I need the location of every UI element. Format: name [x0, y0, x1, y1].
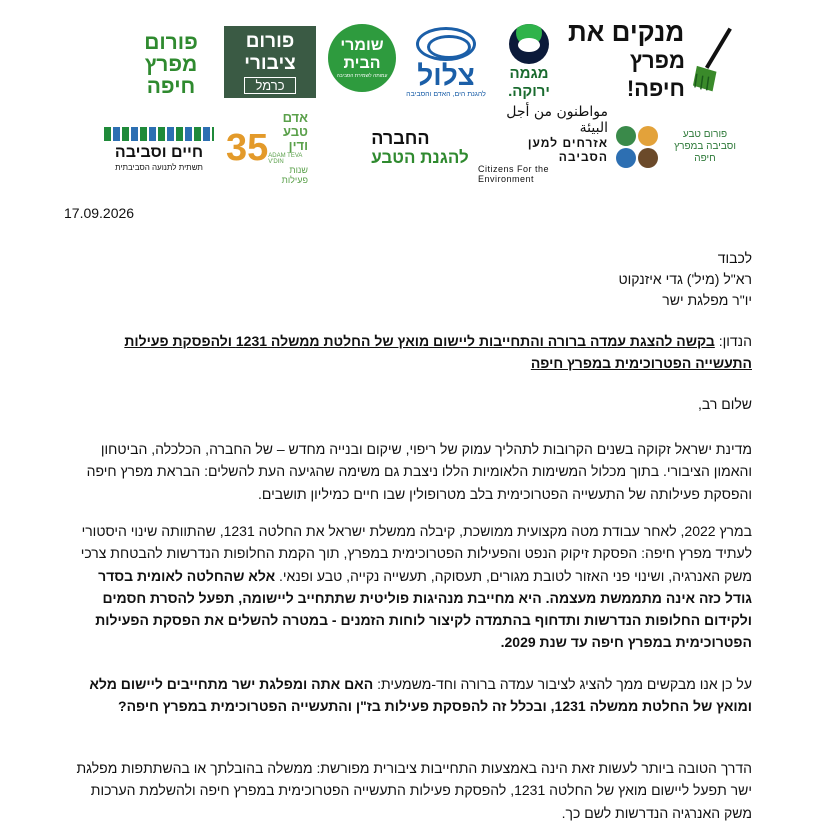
circles-grid-icon [616, 126, 658, 168]
tzalul-logo [404, 22, 488, 102]
adam-teva-years: שנות פעילות [281, 165, 308, 185]
subject-line [74, 330, 752, 374]
hevra-line1: החברה [371, 128, 430, 148]
adam-teva-vedin-logo [226, 110, 312, 185]
paragraph-1: מדינת ישראל זקוקה בשנים הקרובות לתהליך עמוק של ריפוי, שיקום ובנייה מחדש – של החברה, הכלכלה, הביטחון והאמון הציבורי. בתוך מכלול המשימות הלאומיות הללו ניצבת גם משימה שהגיעה העת להשלים: הבראת מפרץ חיפה והפסקת פעילותה של התעשייה הפטרוכימית בלב מטרופולין שבו חיים כמיליון תושבים. [86, 441, 752, 502]
broom-icon [691, 24, 738, 96]
letter-date: 17.09.2026 [64, 205, 135, 221]
adam-teva-name: אדם טבע ודין [282, 110, 308, 153]
address-line-1: לכבוד [717, 250, 752, 266]
pattern-icon [104, 127, 214, 141]
paragraph-2-bold: אלא שהחלטה לאומית בסדר גודל כזה אינה מתממשת מעצמה. היא מחייבת מנהיגות פוליטית שתתחייב ליישומה, תפעל להסרת חסמים ולקידום החלופות הנדרשות ותדחוף בהתמדה לקיצור לוחות הזמנים - במטרה להשלים את הפסקת הפעילות הפטרוכימית במפרץ חיפה עד שנת 2029. [95, 567, 752, 651]
citizens-arabic: مواطنون من أجل البيئة [506, 104, 608, 136]
tzalul-tagline: להגנת הים, האדם והסביבה [406, 90, 486, 98]
adam-teva-sub: ADAM TEVA V'DIN [268, 153, 303, 165]
water-waves-icon [416, 27, 476, 61]
tzalul-name: צלול [417, 59, 475, 91]
menakim-line2: מפרץ חיפה! [626, 48, 685, 101]
paragraph-2-normal: במרץ 2022, לאחר עבודת מטה מקצועית ממושכת, קיבלה ממשלת ישראל את החלטה 1231, שהתוותה שינוי היסטורי לעתיד מפרץ חיפה: הפסקת זיקוק הנפט והפעילות הפטרוכימית במפרץ, תוך הקמת החלופות הנדרשות להבטחת צרכי משק האנרגיה, ושינוי פני האזור לטובת מגורים, תעסוקה, תעשייה נקייה, טבע ופנאי. [80, 523, 752, 584]
hevra-haganat-hateva-logo [372, 120, 472, 176]
subject-text: בקשה להצגת עמדה ברורה והתחייבות ליישום מואץ של החלטת ממשלה 1231 ולהפסקת פעילות התעשייה הפטרוכימית במפרץ חיפה [124, 333, 752, 371]
magama-yeruka-logo [496, 22, 562, 102]
hevra-line2: להגנת הטבע [371, 148, 469, 167]
greeting: שלום רב, [698, 396, 752, 412]
menakim-line1: מנקים את [568, 17, 685, 47]
shomrei-tagline: עמותה לשמירת הסביבה [336, 73, 388, 79]
forum-tziburi-line3: כרמל [244, 77, 295, 94]
forum-mifratz-haifa-logo [130, 30, 212, 100]
shomrei-line1: שומרי [340, 37, 384, 54]
address-line-3: יו"ר מפלגת ישר [662, 292, 752, 308]
paragraph-2 [74, 520, 752, 654]
forum-tziburi-line1: פורום [245, 30, 295, 52]
subject-label: הנדון: [718, 333, 752, 349]
paragraph-3-normal: על כן אנו מבקשים ממך להציג לציבור עמדה ברורה וחד-משמעית: [377, 676, 752, 692]
magama-line1: מגמה [509, 65, 549, 82]
haim-vesviva-logo [98, 120, 220, 178]
forum-mifratz-line1: פורום [144, 31, 198, 54]
address-block [619, 248, 752, 311]
paragraph-4: הדרך הטובה ביותר לעשות זאת הינה באמצעות התחייבות ציבורית מפורשת: ממשלה בהובלתך או בהשתתפות מפלגת ישר תפעל ליישום מואץ של החלטה 1231, להפסקת פעילות התעשייה הפטרוכימית במפרץ חיפה ולהשלמת הערכות משק האנרגיה הנדרשות לשם כך. [76, 760, 752, 821]
magama-line2: ירוקה. [508, 83, 550, 100]
citizens-environment-logo [478, 104, 608, 184]
address-line-2: רא"ל (מיל') גדי איזנקוט [618, 271, 752, 287]
forum-mifratz-line3: חיפה [146, 75, 196, 98]
forum-tziburi-karmel-logo [224, 26, 316, 98]
haim-name: חיים וסביבה [114, 143, 204, 161]
paragraph-3 [74, 673, 752, 718]
forum-teva-logo [612, 116, 742, 178]
citizens-hebrew: אזרחים למען הסביבה [527, 136, 608, 164]
forum-mifratz-line2: מפרץ [144, 53, 198, 76]
forum-tziburi-line2: ציבורי [244, 52, 296, 74]
haim-tagline: תשתית לתנועה הסביבתית [115, 162, 203, 172]
forum-teva-text: פורום טבע וסביבה במפרץ חיפה [674, 129, 736, 164]
paragraph-3-bold: האם אתה ומפלגת ישר מתחייבים ליישום מלא ומואץ של החלטת ממשלה 1231, ובכלל זה להפסקת פעילות בז"ן והתעשייה הפטרוכימית במפרץ חיפה? [89, 676, 752, 715]
menakim-logo [568, 17, 738, 101]
magama-emblem-icon [509, 24, 549, 64]
shomrei-line2: הבית [343, 55, 381, 72]
shomrei-habait-logo [328, 24, 396, 92]
adam-teva-number: 35 [226, 127, 269, 169]
citizens-english: Citizens For the Environment [478, 164, 550, 184]
